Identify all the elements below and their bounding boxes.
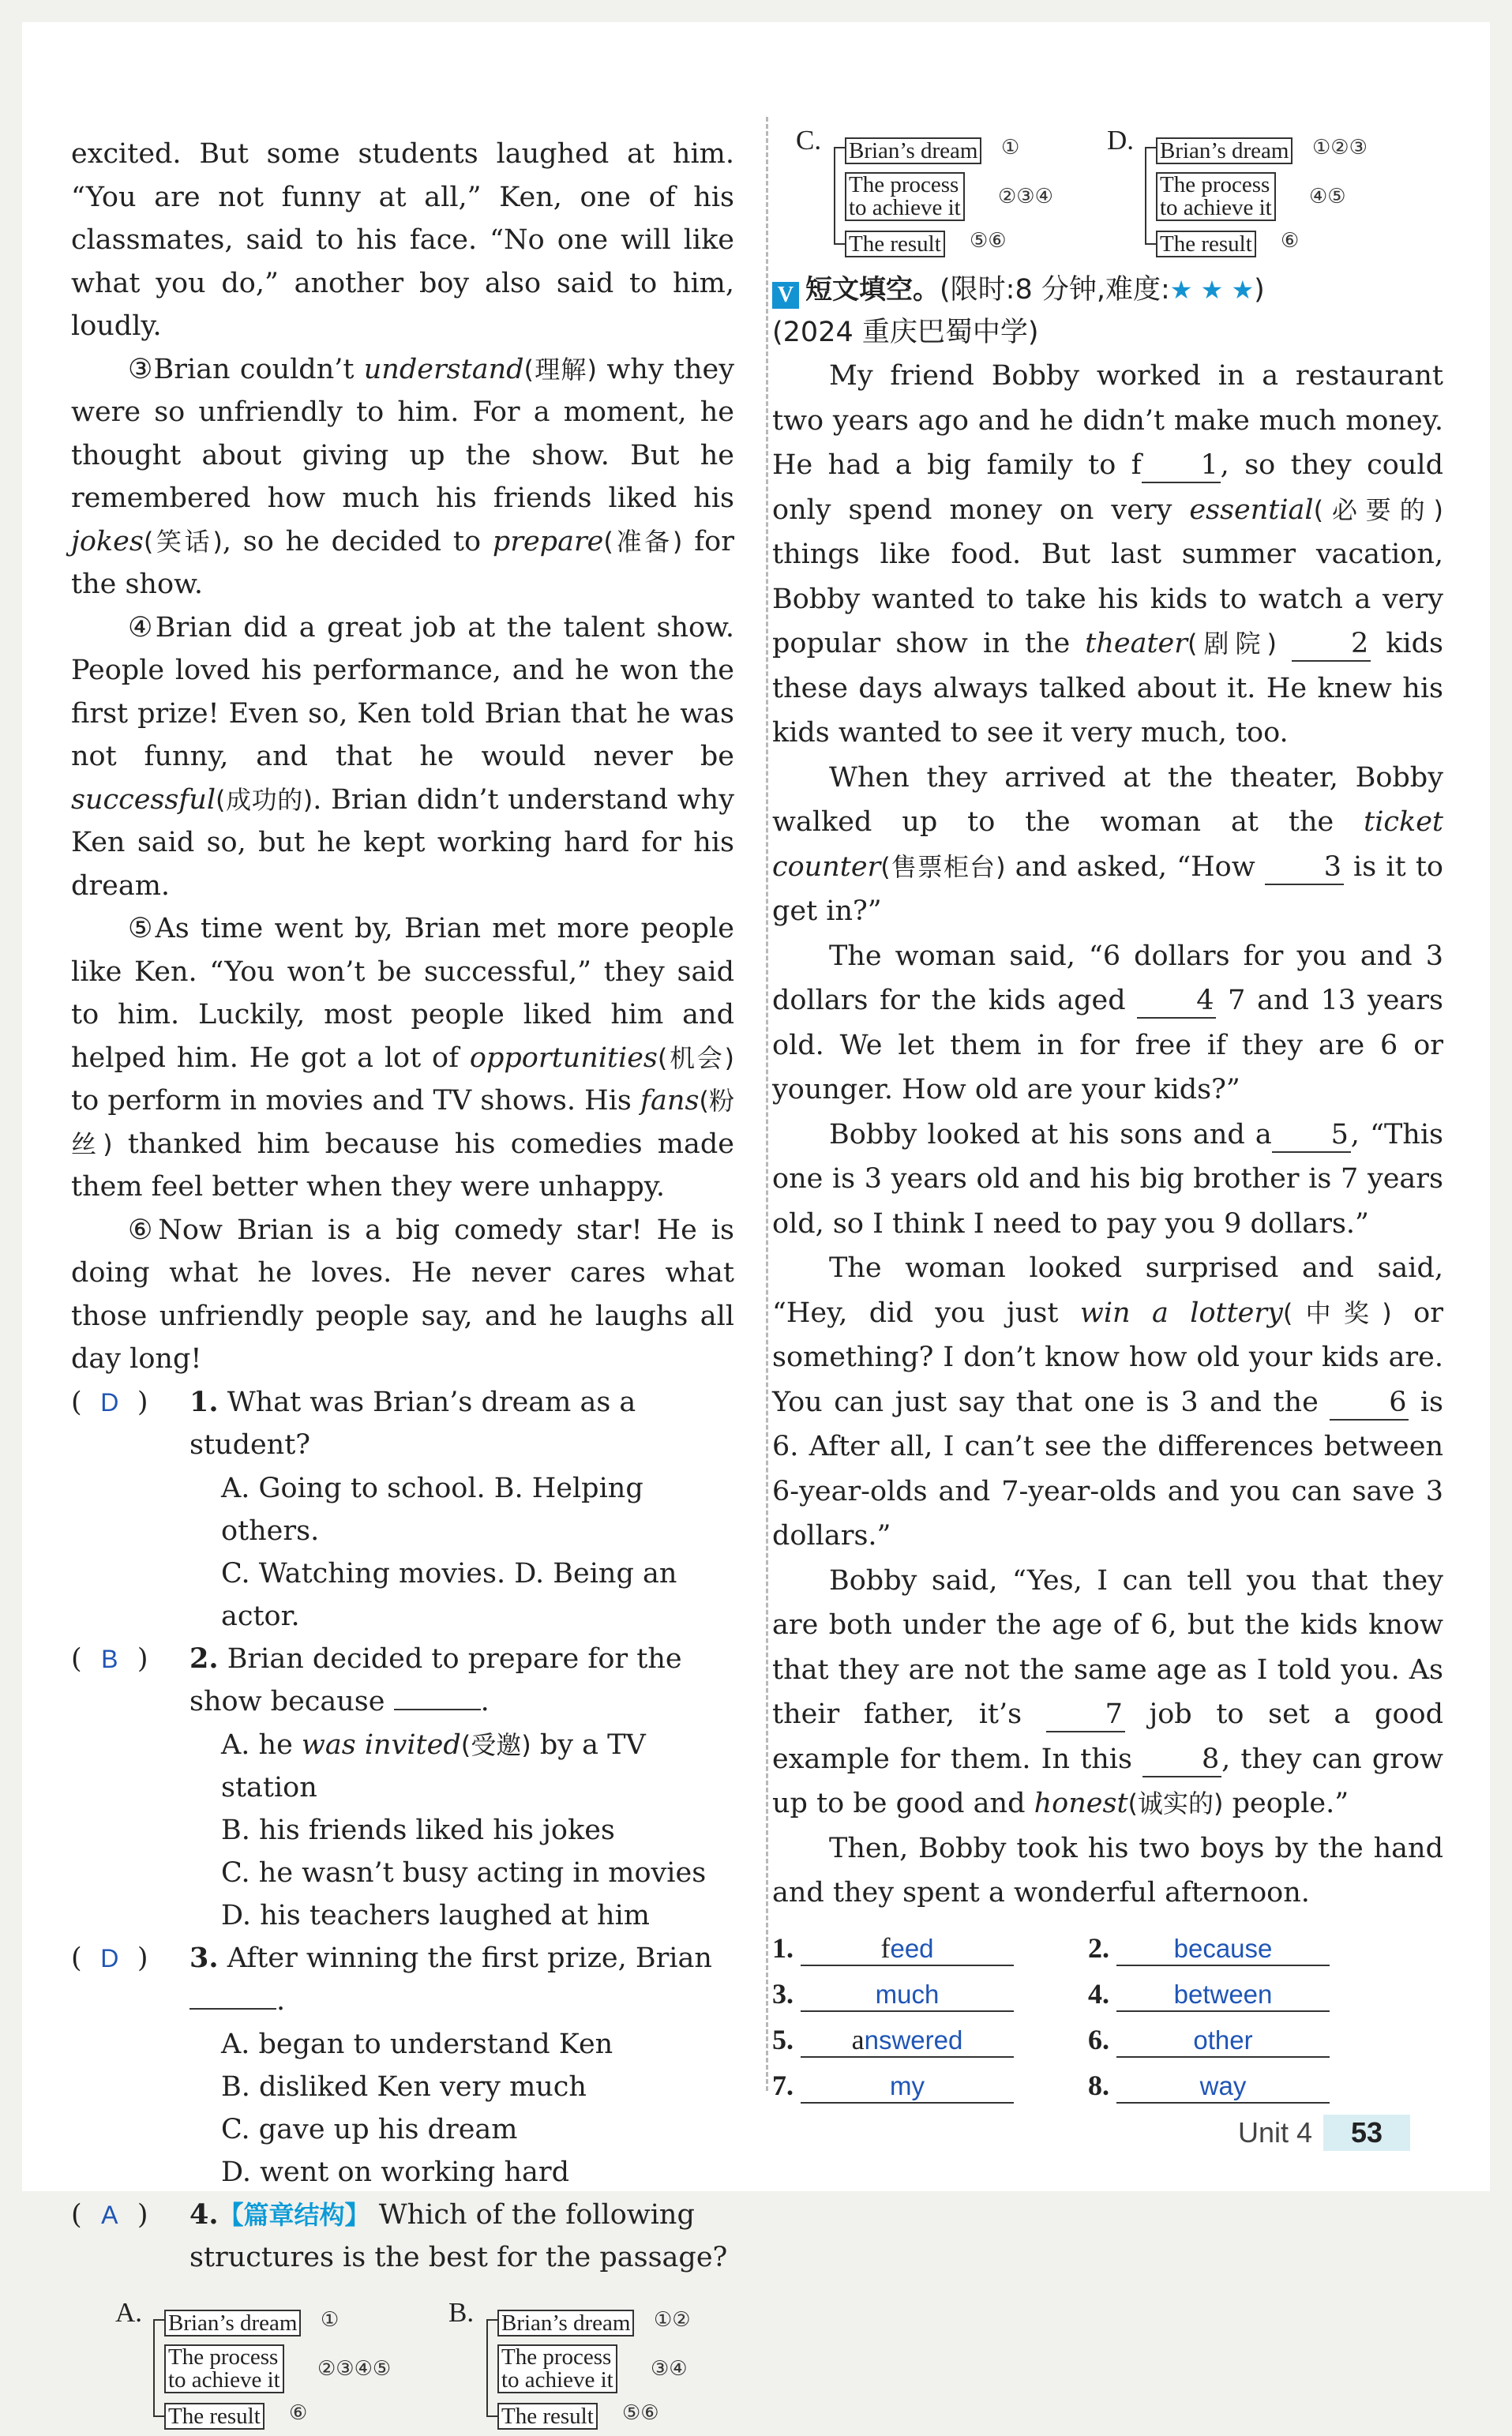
workbook-page xyxy=(22,22,1490,2429)
question-1-options-cd: C. Watching movies. D. Being an actor. xyxy=(221,1557,677,1632)
question-3-option-a: A. began to understand Ken xyxy=(221,2028,613,2060)
answer-4[interactable]: A xyxy=(101,2200,118,2229)
question-1-options-ab: A. Going to school. B. Helping others. xyxy=(221,1472,643,1547)
cloze-paragraph-7: Then, Bobby took his two boys by the hand and they spent a wonderful afternoon. xyxy=(772,1832,1443,1909)
structure-diagrams-cd xyxy=(772,123,1443,262)
blank-6[interactable]: 6 xyxy=(1330,1386,1409,1421)
answer-row-7: 7. my xyxy=(772,2069,1014,2104)
section-heading: V 短文填空。(限时:8 分钟,难度:★ ★ ★) xyxy=(772,268,1443,311)
answer-field-8[interactable]: way xyxy=(1116,2070,1330,2104)
question-3-option-b: B. disliked Ken very much xyxy=(221,2070,587,2103)
answer-field-1[interactable]: feed xyxy=(801,1932,1014,1966)
blank-2[interactable]: 2 xyxy=(1292,627,1371,662)
diagram-d[interactable]: D. Brian’s dream ①②③ The process to achieve it ④⑤ The result ⑥ xyxy=(1107,125,1368,257)
answer-row-8: 8. way xyxy=(1088,2069,1330,2104)
cloze-paragraph-1: My friend Bobby worked in a restaurant two years ago and he didn’t make much money. He had a big family to f 1, so they could only spend money on very essential(必要的) things like food. But last summer vacation, Bobby wanted to take his kids to watch a very popular show in the theater(剧院) 2 kids these days always talked about it. He knew his kids wanted to see it very much, too. xyxy=(772,360,1443,749)
paragraph-continued: excited. But some students laughed at him. “You are not funny at all,” Ken, one of his classmates, said to his face. “No one will like what you do,” another boy also said to him, loudly. xyxy=(71,138,734,342)
answer-1[interactable]: D xyxy=(100,1387,119,1417)
answer-row-4: 4. between xyxy=(1088,1977,1330,2012)
cloze-paragraph-2: When they arrived at the theater, Bobby walked up to the woman at the ticket counter(售票柜台) and asked, “How 3 is it to get in?” xyxy=(772,761,1443,927)
star-rating-icon: ★ ★ ★ xyxy=(1169,275,1255,305)
structure-tag: 【篇章结构】 xyxy=(218,2199,370,2230)
answer-row-1: 1. feed xyxy=(772,1931,1014,1966)
cloze-paragraph-6: Bobby said, “Yes, I can tell you that they are both under the age of 6, but the kids know that they are not the same age as I told you. As their father, it’s 7 job to set a good example for them. In this 8, they can grow up to be good and honest(诚实的) people.” xyxy=(772,1564,1443,1819)
section-source: (2024 重庆巴蜀中学) xyxy=(772,317,1039,348)
answer-row-6: 6. other xyxy=(1088,2023,1330,2058)
paragraph-5: ⑤As time went by, Brian met more people like Ken. “You won’t be successful,” they said to him. Luckily, most people liked him and helped him. He got a lot of opportunities(机会) to perform in movies and TV shows. His fans(粉丝) thanked him because his comedies made them feel better when they were unhappy. xyxy=(71,913,734,1203)
blank-line xyxy=(189,2008,276,2010)
structure-diagrams-ab xyxy=(71,2292,734,2434)
answer-3[interactable]: D xyxy=(100,1943,119,1972)
answer-2[interactable]: B xyxy=(101,1644,118,1673)
question-3-option-d: D. went on working hard xyxy=(221,2156,569,2188)
section-v-icon: V xyxy=(772,282,799,309)
answer-row-5: 5. answered xyxy=(772,2023,1014,2058)
cloze-paragraph-3: The woman said, “6 dollars for you and 3 dollars for the kids aged 4 7 and 13 years old. We let them in for free if they are 6 or younger. How old are your kids?” xyxy=(772,940,1443,1105)
diagram-c[interactable]: C. Brian’s dream ① The process to achieve it ②③④ The result ⑤⑥ xyxy=(796,125,1053,257)
blank-5[interactable]: 5 xyxy=(1272,1118,1351,1153)
question-2: ( B ) 2. Brian decided to prepare for the show because . xyxy=(71,1638,734,1724)
page-number: 53 xyxy=(1323,2115,1410,2151)
blank-8[interactable]: 8 xyxy=(1142,1743,1221,1777)
answer-row-3: 3. much xyxy=(772,1977,1014,2012)
question-1: ( D ) 1. What was Brian’s dream as a student? xyxy=(71,1381,734,1467)
answer-field-3[interactable]: much xyxy=(801,1978,1014,2012)
answer-field-5[interactable]: answered xyxy=(801,2024,1014,2058)
answer-field-2[interactable]: because xyxy=(1116,1932,1330,1966)
blank-3[interactable]: 3 xyxy=(1265,850,1344,885)
cloze-paragraph-4: Bobby looked at his sons and a 5, “This one is 3 years old and his big brother is 7 years old, so I think I need to pay you 9 dollars.” xyxy=(772,1118,1444,1240)
question-2-option-a: A. he was invited(受邀) by a TV station xyxy=(221,1728,646,1804)
left-column xyxy=(71,133,734,2434)
paragraph-6: ⑥Now Brian is a big comedy star! He is doing what he loves. He never cares what those unfriendly people say, and he laughs all day long! xyxy=(71,1214,734,1375)
blank-7[interactable]: 7 xyxy=(1046,1698,1125,1732)
right-column xyxy=(772,123,1443,2121)
cloze-paragraph-5: The woman looked surprised and said, “Hey, did you just win a lottery(中奖) or something? I don’t know how old your kids are. You can just say that one is 3 and the 6 is 6. After all, I can’t see the differences between 6-year-olds and 7-year-olds and you can save 3 dollars.” xyxy=(772,1252,1444,1552)
unit-label: Unit 4 xyxy=(1238,2116,1313,2149)
page-footer xyxy=(1238,2115,1410,2151)
question-3-option-c: C. gave up his dream xyxy=(221,2113,518,2145)
answer-key xyxy=(772,1931,1443,2121)
diagram-a[interactable]: A. Brian’s dream ① The process to achieve it ②③④⑤ The result ⑥ xyxy=(115,2296,392,2429)
diagram-b[interactable]: B. Brian’s dream ①② The process to achieve it ③④ The result ⑤⑥ xyxy=(448,2296,691,2429)
blank-1[interactable]: 1 xyxy=(1142,449,1221,483)
blank-line xyxy=(394,1709,481,1710)
question-2-option-d: D. his teachers laughed at him xyxy=(221,1899,650,1931)
paragraph-4: ④Brian did a great job at the talent show. People loved his performance, and he won the first prize! Even so, Ken told Brian that he was not funny, and that he would never be successful(成功的). Brian didn’t understand why Ken said so, but he kept working hard for his dream. xyxy=(71,611,734,902)
question-3: ( D ) 3. After winning the first prize, Brian . xyxy=(71,1937,734,2023)
answer-field-7[interactable]: my xyxy=(801,2070,1014,2104)
question-2-option-c: C. he wasn’t busy acting in movies xyxy=(221,1856,707,1889)
answer-field-4[interactable]: between xyxy=(1116,1978,1330,2012)
question-2-option-b: B. his friends liked his jokes xyxy=(221,1814,615,1846)
question-4: ( A ) 4.【篇章结构】 Which of the following structures is the best for the passage? xyxy=(71,2194,734,2280)
answer-field-6[interactable]: other xyxy=(1116,2024,1330,2058)
paragraph-3: ③Brian couldn’t understand(理解) why they were so unfriendly to him. For a moment, he thought about giving up the show. But he remembered how much his friends liked his jokes(笑话), so he decided to prepare(准备) for the show. xyxy=(71,353,734,600)
column-divider xyxy=(766,117,768,2091)
answer-row-2: 2. because xyxy=(1088,1931,1330,1966)
blank-4[interactable]: 4 xyxy=(1137,984,1216,1019)
